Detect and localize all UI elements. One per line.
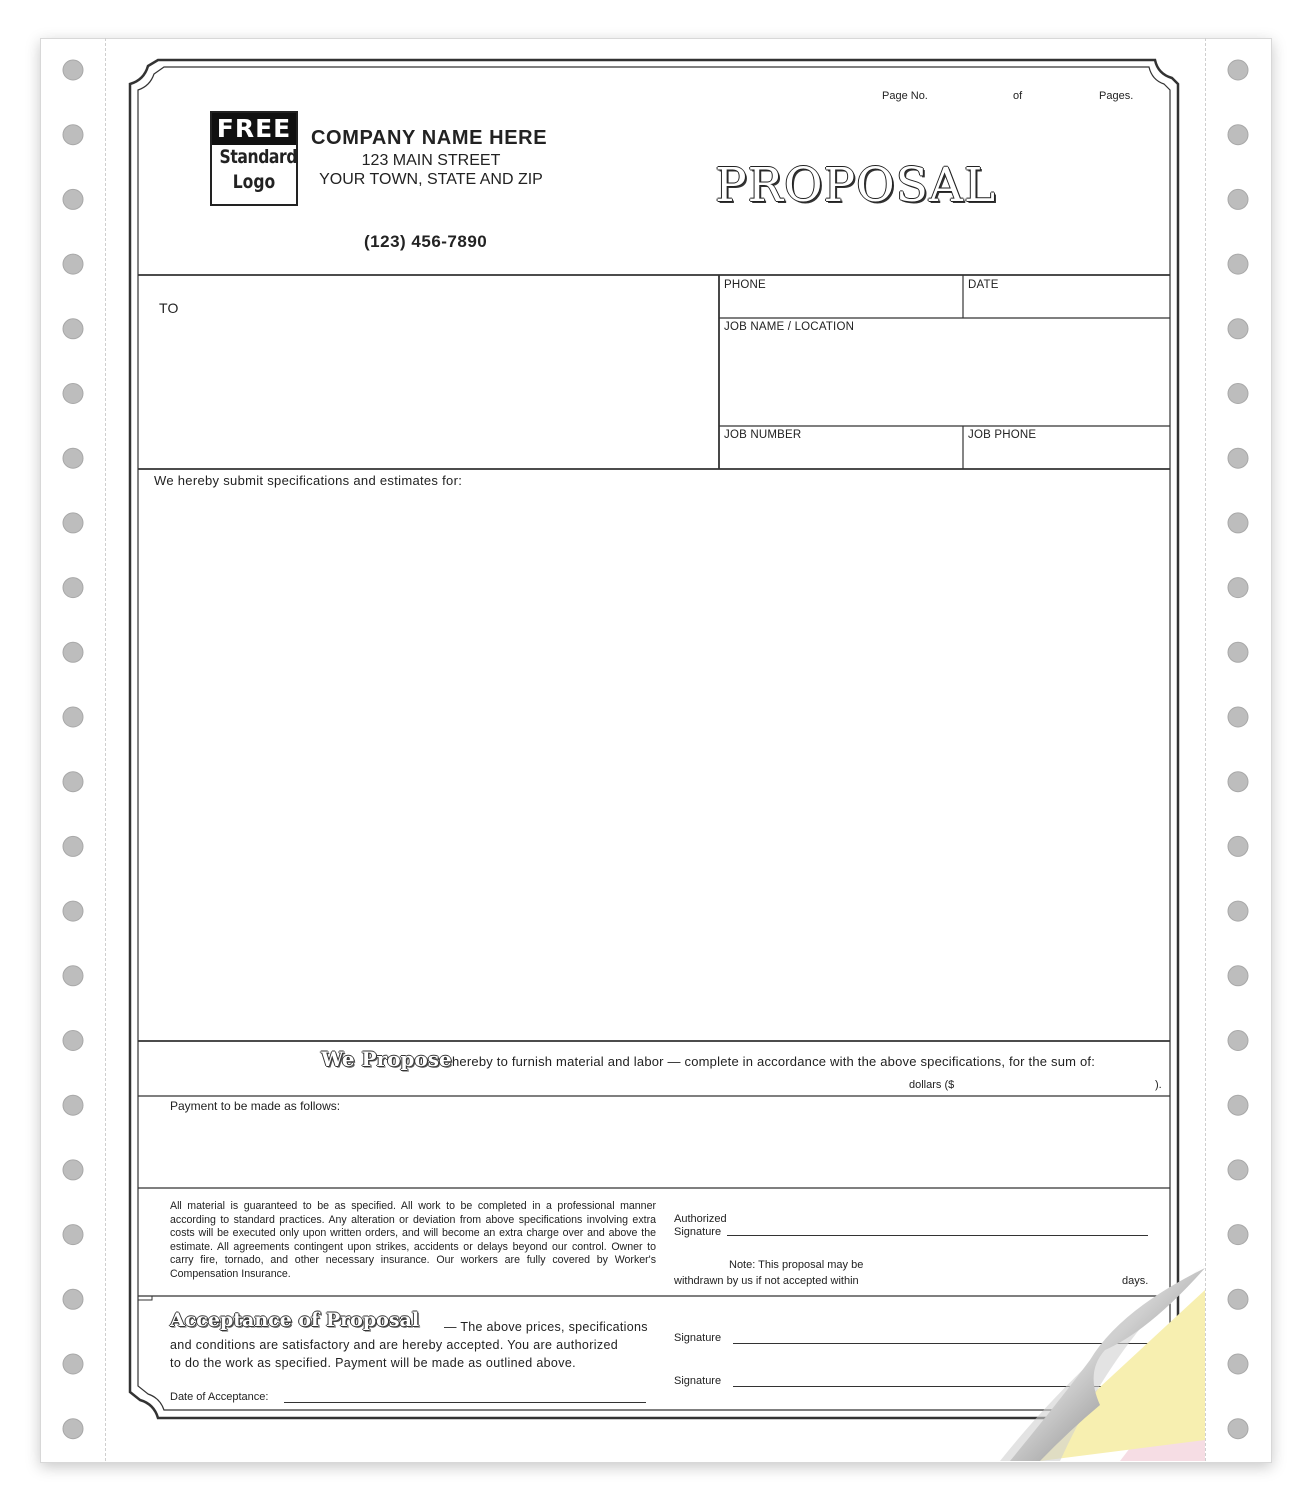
date-label: DATE bbox=[968, 279, 999, 291]
we-propose-heading: We Propose bbox=[321, 1047, 452, 1071]
date-of-acceptance-label: Date of Acceptance: bbox=[170, 1391, 269, 1403]
payment-label: Payment to be made as follows: bbox=[170, 1099, 341, 1113]
note-line-2: withdrawn by us if not accepted within bbox=[674, 1275, 859, 1287]
authorized-label-1: Authorized bbox=[674, 1213, 727, 1225]
acceptance-text-2: and conditions are satisfactory and are hereby accepted. You are authorized bbox=[170, 1338, 619, 1352]
company-town: YOUR TOWN, STATE AND ZIP bbox=[319, 171, 543, 188]
guarantee-text: All material is guaranteed to be as specified. All work to be completed in a professional manner according to standard practices. Any alteration or deviation from above specifications involving extra costs will be executed only upon written orders, and will become an extra charge over and above the estimate. All agreements contingent upon strikes, accidents or delays beyond our control. Owner to carry fire, tornado, and other necessary insurance. Our workers are fully covered by Worker's Compensation Insurance. bbox=[170, 1200, 656, 1280]
company-phone: (123) 456-7890 bbox=[364, 232, 488, 251]
acceptance-heading: Acceptance of Proposal bbox=[170, 1309, 420, 1331]
company-street: 123 MAIN STREET bbox=[361, 152, 501, 169]
logo-standard-text: Standard bbox=[219, 146, 298, 168]
signature-label-1: Signature bbox=[674, 1332, 722, 1344]
authorized-label-2: Signature bbox=[674, 1226, 722, 1238]
logo-logo-text: Logo bbox=[232, 171, 276, 193]
note-line-1: Note: This proposal may be bbox=[729, 1259, 864, 1271]
logo-free-banner: FREE bbox=[212, 113, 296, 145]
acceptance-text-1: — The above prices, specifications bbox=[444, 1320, 648, 1334]
acceptance-text-3: to do the work as specified. Payment will be made as outlined above. bbox=[170, 1356, 576, 1370]
job-name-label: JOB NAME / LOCATION bbox=[724, 321, 855, 333]
signature-label-2: Signature bbox=[674, 1375, 722, 1387]
of-label: of bbox=[1013, 90, 1023, 102]
dollars-label: dollars ($ bbox=[909, 1079, 955, 1091]
page-no-label: Page No. bbox=[882, 90, 928, 102]
phone-label: PHONE bbox=[724, 279, 766, 291]
days-label: days. bbox=[1122, 1275, 1149, 1287]
specifications-label: We hereby submit specifications and estimates for: bbox=[154, 473, 463, 488]
page-title: PROPOSAL bbox=[715, 158, 997, 213]
to-label: TO bbox=[159, 300, 179, 316]
company-name: COMPANY NAME HERE bbox=[311, 127, 548, 149]
job-number-label: JOB NUMBER bbox=[724, 429, 802, 441]
pages-label: Pages. bbox=[1099, 90, 1134, 102]
we-propose-text: hereby to furnish material and labor — complete in accordance with the above specifications, for the sum of: bbox=[452, 1054, 1096, 1069]
job-phone-label: JOB PHONE bbox=[968, 429, 1037, 441]
dollars-close: ). bbox=[1155, 1079, 1162, 1091]
